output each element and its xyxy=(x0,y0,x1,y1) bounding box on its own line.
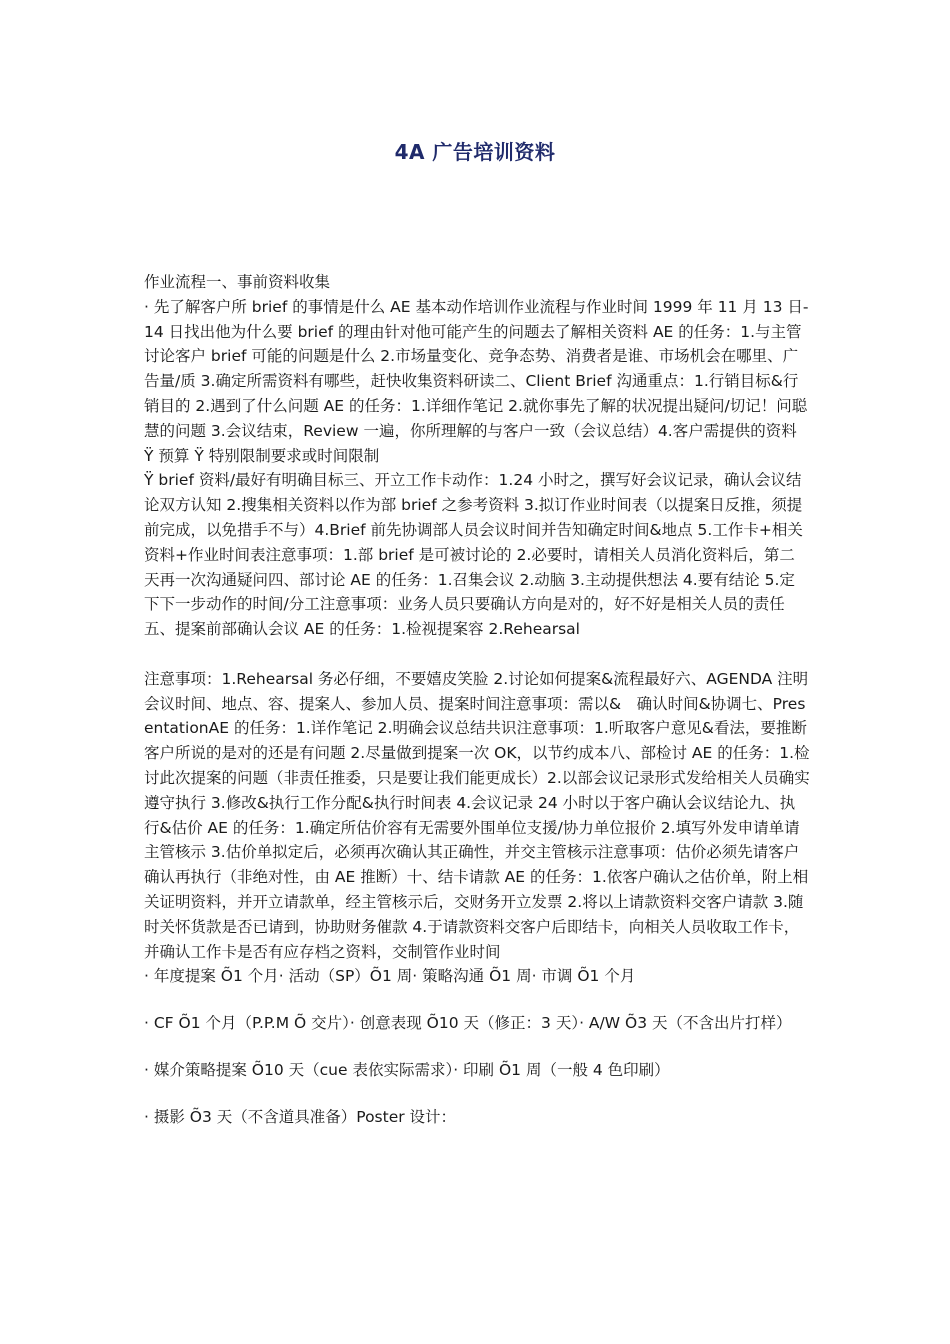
body-paragraph: 注意事项：1.Rehearsal 务必仔细，不要嬉皮笑脸 2.讨论如何提案&流程最好六、AGENDA 注明会议时间、地点、容、提案人、参加人员、提案时间注意事项：需以& 确认时间&协调七、PresentationAE 的任务：1.详作笔记 2.明确会议总结共识注意事项：1.听取客户意见&看法，要推断客户所说的是对的还是有问题 2.尽量做到提案一次 OK，以节约成本八、部检讨 AE 的任务：1.检讨此次提案的问题（非责任推委，只是要让我们能更成长）2.以部会议记录形式发给相关人员确实遵守执行 3.修改&执行工作分配&执行时间表 4.会议记录 24 小时以于客户确认会议结论九、执行&估价 AE 的任务：1.确定所估价容有无需要外围单位支援/协力单位报价 2.填写外发申请单请主管核示 3.估价单拟定后，必须再次确认其正确性，并交主管核示注意事项：估价必须先请客户确认再执行（非绝对性，由 AE 推断）十、结卡请款 AE 的任务：1.依客户确认之估价单，附上相关证明资料，并开立请款单，经主管核示后，交财务开立发票 2.将以上请款资料交客户请款 3.随时关怀货款是否已请到，协助财务催款 4.于请款资料交客户后即结卡，向相关人员收取工作卡，并确认工作卡是否有应存档之资料，交制管作业时间 xyxy=(144,669,810,961)
document-body xyxy=(144,270,810,1130)
body-paragraph: · 先了解客户所 brief 的事情是什么 AE 基本动作培训作业流程与作业时间 1999 年 11 月 13 日-14 日找出他为什么要 brief 的理由针对他可能产生的问题去了解相关资料 AE 的任务：1.与主管讨论客户 brief 可能的问题是什么 2.市场量变化、竞争态势、消费者是谁、市场机会在哪里、广告量/质 3.确定所需资料有哪些，赶快收集资料研读二、Client Brief 沟通重点：1.行销目标&行销目的 2.遇到了什么问题 AE 的任务：1.详细作笔记 2.就你事先了解的状况提出疑问/切记！问聪慧的问题 3.会议结束，Review 一遍，你所理解的与客户一致（会议总结）4.客户需提供的资料 Ÿ 预算 Ÿ 特别限制要求或时间限制 xyxy=(144,297,809,465)
schedule-line: · CF Õ1 个月（P.P.M Õ 交片）· 创意表现 Õ10 天（修正：3 天）· A/W Õ3 天（不含出片打样） xyxy=(144,1014,792,1033)
schedule-line: · 年度提案 Õ1 个月· 活动（SP）Õ1 周· 策略沟通 Õ1 周· 市调 Õ1 个月 xyxy=(144,967,636,986)
schedule-line: · 媒介策略提案 Õ10 天（cue 表依实际需求）· 印刷 Õ1 周（一般 4 色印刷） xyxy=(144,1060,670,1079)
document-title: 4A 广告培训资料 xyxy=(394,140,556,164)
body-paragraph: Ÿ brief 资料/最好有明确目标三、开立工作卡动作：1.24 小时之，撰写好会议记录，确认会议结论双方认知 2.搜集相关资料以作为部 brief 之参考资料 3.拟订作业时间表（以提案日反推，须提前完成，以免措手不与）4.Brief 前先协调部人员会议时间并告知确定时间&地点 5.工作卡+相关资料+作业时间表注意事项：1.部 brief 是可被讨论的 2.必要时，请相关人员消化资料后，第二天再一次沟通疑问四、部讨论 AE 的任务：1.召集会议 2.动脑 3.主动提供想法 4.要有结论 5.定下下一步动作的时间/分工注意事项：业务人员只要确认方向是对的，好不好是相关人员的责任五、提案前部确认会议 AE 的任务：1.检视提案容 2.Rehearsal xyxy=(144,471,803,639)
section-heading: 作业流程一、事前资料收集 xyxy=(144,273,331,291)
schedule-line: · 摄影 Õ3 天（不含道具准备）Poster 设计： xyxy=(144,1107,457,1126)
